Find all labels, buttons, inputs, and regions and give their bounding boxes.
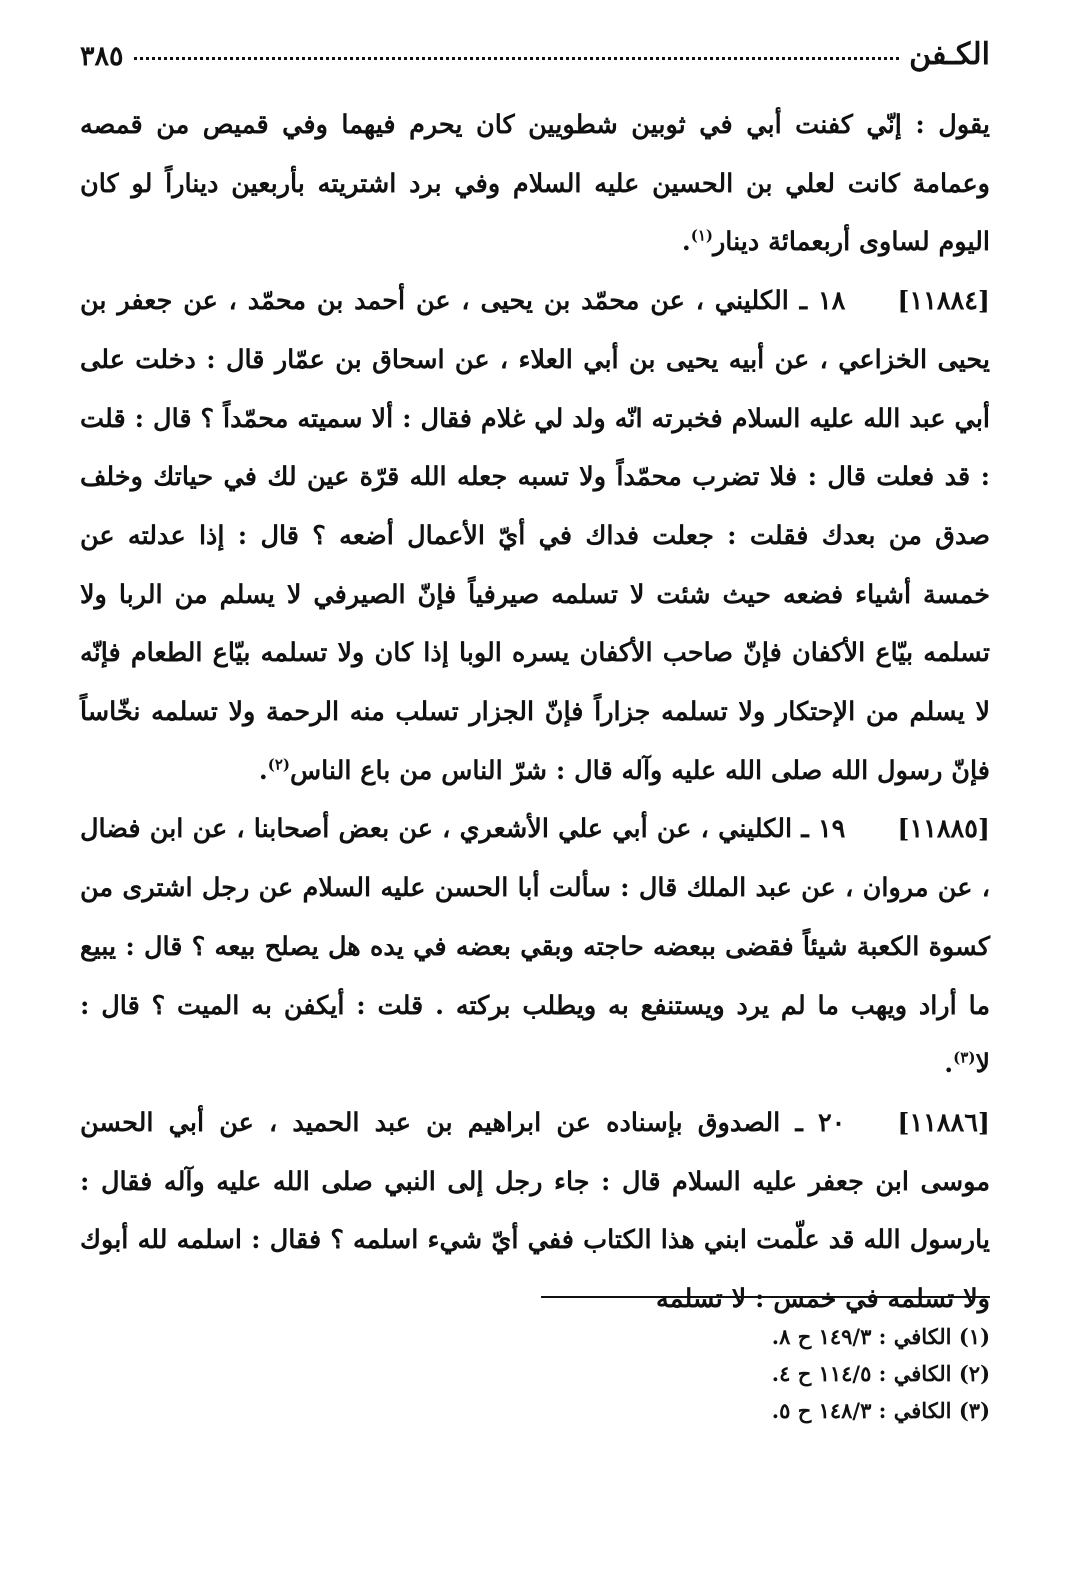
entry-text: ٢٠ ـ الصدوق بإسناده عن ابراهيم بن عبد الحميد ، عن أبي الحسن موسى ابن جعفر عليه السلام قال : جاء رجل إلى النبي صلى الله عليه وآله فقال : يارسول الله قد علّمت ابني هذا الكتاب ففي أيّ شيء اسلمه ؟ فقال : اسلمه لله أبوك ولا تسلمه في خمس : لا تسلمه (80, 1107, 990, 1315)
footnote-item: (٣) الكافي : ١٤٨/٣ ح ٥. (771, 1398, 990, 1423)
main-text (80, 96, 990, 1329)
footnote-ref-1: (١) (690, 226, 713, 245)
entry-number: [١١٨٨٥] (897, 814, 990, 845)
footnote-separator (541, 1296, 990, 1298)
footnote-item: (١) الكافي : ١٤٩/٣ ح ٨. (771, 1324, 990, 1349)
hadith-entry: [١١٨٨٥]١٩ ـ الكليني ، عن أبي علي الأشعري ، عن بعض أصحابنا ، عن ابن فضال ، عن مروان ، عن عبد الملك قال : سألت أبا الحسن عليه السلام عن رجل اشترى من كسوة الكعبة شيئاً فقضى ببعضه حاجته وبقي بعضه في يده هل يصلح بيعه ؟ قال : يبيع ما أراد ويهب ما لم يرد ويستنفع به ويطلب بركته . قلت : أيكفن به الميت ؟ قال : لا$^{(٣)}$. (80, 800, 990, 1094)
page-number: ٣٨٥ (80, 41, 124, 72)
intro-paragraph: يقول : إنّي كفنت أبي في ثوبين شطويين كان يحرم فيهما وفي قميص من قمصه وعمامة كانت لعلي بن الحسين عليه السلام وفي برد اشتريته بأربعين ديناراً لو كان اليوم لساوى أربعمائة دينار$^{(١)}$. (80, 110, 990, 258)
page-header (80, 22, 990, 72)
footnote-ref-2: (٢) (267, 755, 290, 774)
entry-number: [١١٨٨٦] (897, 1107, 990, 1138)
footnote-item: (٢) الكافي : ١١٤/٥ ح ٤. (771, 1361, 990, 1386)
hadith-entry: [١١٨٨٤]١٨ ـ الكليني ، عن محمّد بن يحيى ، عن أحمد بن محمّد ، عن جعفر بن يحيى الخزاعي ، عن أبيه يحيى بن أبي العلاء ، عن اسحاق بن عمّار قال : دخلت على أبي عبد الله عليه السلام فخبرته انّه ولد لي غلام فقال : ألا سميته محمّداً ؟ قال : قلت : قد فعلت قال : فلا تضرب محمّداً ولا تسبه جعله الله قرّة عين لك في حياتك وخلف صدق من بعدك فقلت : جعلت فداك في أيّ الأعمال أضعه ؟ قال : إذا عدلته عن خمسة أشياء فضعه حيث شئت لا تسلمه صيرفياً فإنّ الصيرفي لا يسلم من الربا ولا تسلمه بيّاع الأكفان فإنّ صاحب الأكفان يسره الوبا إذا كان ولا تسلمه بيّاع الطعام فإنّه لا يسلم من الإحتكار ولا تسلمه جزاراً فإنّ الجزار تسلب منه الرحمة ولا تسلمه نخّاساً فإنّ رسول الله صلى الله عليه وآله قال : شرّ الناس من باع الناس$^{(٢)}$. (80, 272, 990, 800)
entry-text: ١٩ ـ الكليني ، عن أبي علي الأشعري ، عن بعض أصحابنا ، عن ابن فضال ، عن مروان ، عن عبد الملك قال : سألت أبا الحسن عليه السلام عن رجل اشترى من كسوة الكعبة شيئاً فقضى ببعضه حاجته وبقي بعضه في يده هل يصلح بيعه ؟ قال : يبيع ما أراد ويهب ما لم يرد ويستنفع به ويطلب بركته . قلت : أيكفن به الميت ؟ قال : لا (80, 814, 990, 1080)
entry-text: ١٨ ـ الكليني ، عن محمّد بن يحيى ، عن أحمد بن محمّد ، عن جعفر بن يحيى الخزاعي ، عن أبيه يحيى بن أبي العلاء ، عن اسحاق بن عمّار قال : دخلت على أبي عبد الله عليه السلام فخبرته انّه ولد لي غلام فقال : ألا سميته محمّداً ؟ قال : قلت : قد فعلت قال : فلا تضرب محمّداً ولا تسبه جعله الله قرّة عين لك في حياتك وخلف صدق من بعدك فقلت : جعلت فداك في أيّ الأعمال أضعه ؟ قال : إذا عدلته عن خمسة أشياء فضعه حيث شئت لا تسلمه صيرفياً فإنّ الصيرفي لا يسلم من الربا ولا تسلمه بيّاع الأكفان فإنّ صاحب الأكفان يسره الوبا إذا كان ولا تسلمه بيّاع الطعام فإنّه لا يسلم من الإحتكار ولا تسلمه جزاراً فإنّ الجزار تسلب منه الرحمة ولا تسلمه نخّاساً فإنّ رسول الله صلى الله عليه وآله قال : شرّ الناس من باع الناس (80, 286, 990, 786)
intro-text: يقول : إنّي كفنت أبي في ثوبين شطويين كان يحرم فيهما وفي قميص من قمصه وعمامة كانت لعلي بن الحسين عليه السلام وفي برد اشتريته بأربعين ديناراً لو كان اليوم لساوى أربعمائة دينار (80, 110, 990, 258)
entry-number: [١١٨٨٤] (897, 286, 990, 317)
hadith-entry (80, 1094, 990, 1329)
running-title: الكـفن (909, 37, 990, 72)
footnotes (480, 1318, 990, 1429)
leader-dots (134, 57, 900, 60)
footnote-ref-3: (٣) (953, 1048, 976, 1067)
